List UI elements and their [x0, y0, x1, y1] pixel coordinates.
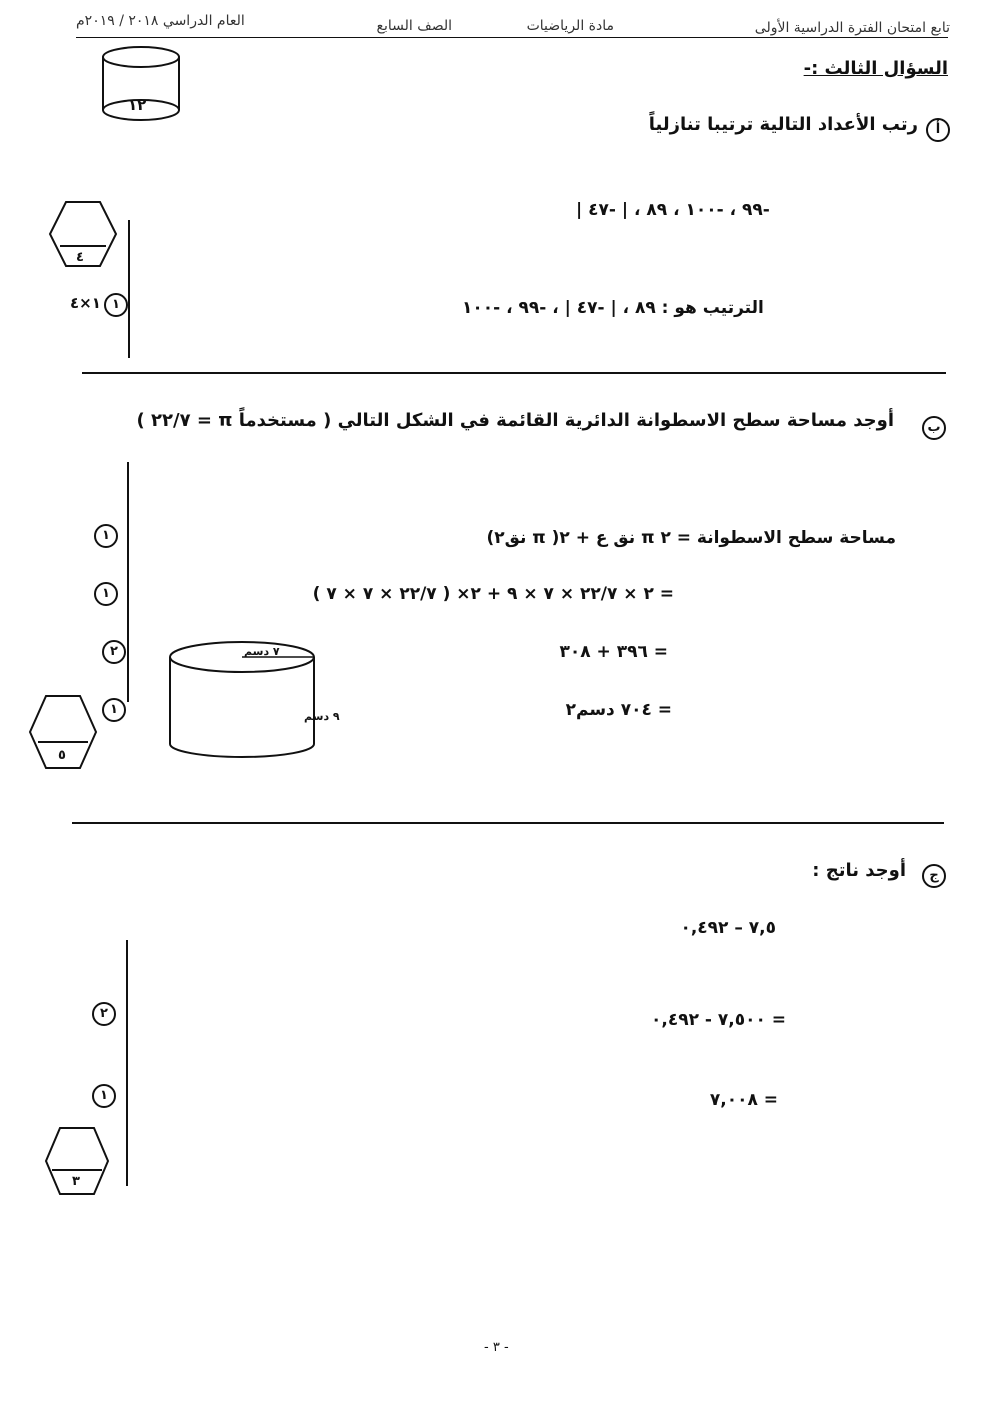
part-c-line-1: ٧,٥ – ٠,٤٩٢ — [680, 918, 776, 938]
part-b-mark-3: ٢ — [102, 640, 126, 664]
part-a-marker: أ — [926, 118, 950, 142]
header-school-year: العام الدراسي ٢٠١٨ / ٢٠١٩م — [76, 13, 245, 29]
part-a-mark: ١×٤ — [70, 294, 101, 312]
part-c-line-2: = ٧,٥٠٠ - ٠,٤٩٢ — [650, 1010, 786, 1030]
part-a-numbers: -٩٩ ، -١٠٠ ، ٨٩ ، | -٤٧ | — [576, 200, 770, 220]
part-c-marker: ج — [922, 864, 946, 888]
part-a-answer: الترتيب هو : ٨٩ ، | -٤٧ | ، -٩٩ ، -١٠٠ — [462, 298, 764, 318]
part-b-line-4: = ٧٠٤ دسم٢ — [565, 700, 672, 720]
section-divider-2 — [72, 822, 944, 824]
part-c-mark-1: ٢ — [92, 1002, 116, 1026]
part-b-marker: ب — [922, 416, 946, 440]
part-b-line-3: = ٣٩٦ + ٣٠٨ — [559, 642, 668, 662]
header-subject: مادة الرياضيات — [526, 18, 614, 34]
part-b-mark-2: ١ — [94, 582, 118, 606]
header-exam-title: تابع امتحان الفترة الدراسية الأولى — [754, 20, 950, 36]
header-rule — [76, 37, 948, 38]
part-a-prompt: رتب الأعداد التالية ترتيبا تنازلياً — [648, 114, 918, 135]
header-grade: الصف السابع — [376, 18, 452, 34]
cylinder-radius-label: ٧ دسم — [244, 645, 280, 658]
part-c-margin-rule — [126, 940, 128, 1186]
section-divider-1 — [82, 372, 946, 374]
part-c-prompt: أوجد ناتج : — [812, 860, 906, 881]
part-b-line-1: مساحة سطح الاسطوانة = ٢ π نق ع + ٢( π نق٢) — [486, 528, 896, 548]
part-c-line-3: = ٧,٠٠٨ — [709, 1090, 778, 1110]
page-number: - ٣ - — [484, 1340, 509, 1355]
part-b-line-2: = ٢ × ٢٢/٧ × ٧ × ٩ + ٢× ( ٢٢/٧ × ٧ × ٧ ) — [312, 584, 674, 604]
part-b-margin-rule — [127, 462, 129, 702]
question-title: السؤال الثالث :- — [803, 58, 948, 79]
part-b-prompt: أوجد مساحة سطح الاسطوانة الدائرية القائمة في الشكل التالي ( مستخدماً π = ٢٢/٧ ) — [136, 410, 894, 431]
part-a-margin-rule — [128, 220, 130, 358]
cylinder-height-label: ٩ دسم — [304, 710, 340, 723]
part-b-hex-score: ٥ — [58, 748, 66, 763]
total-score-value: ١٢ — [128, 96, 147, 114]
part-c-mark-2: ١ — [92, 1084, 116, 1108]
part-c-hex-score: ٣ — [72, 1174, 80, 1189]
part-b-mark-1: ١ — [94, 524, 118, 548]
part-b-mark-4: ١ — [102, 698, 126, 722]
part-a-mark-circle: ١ — [104, 293, 128, 317]
part-a-hex-score: ٤ — [76, 250, 84, 265]
